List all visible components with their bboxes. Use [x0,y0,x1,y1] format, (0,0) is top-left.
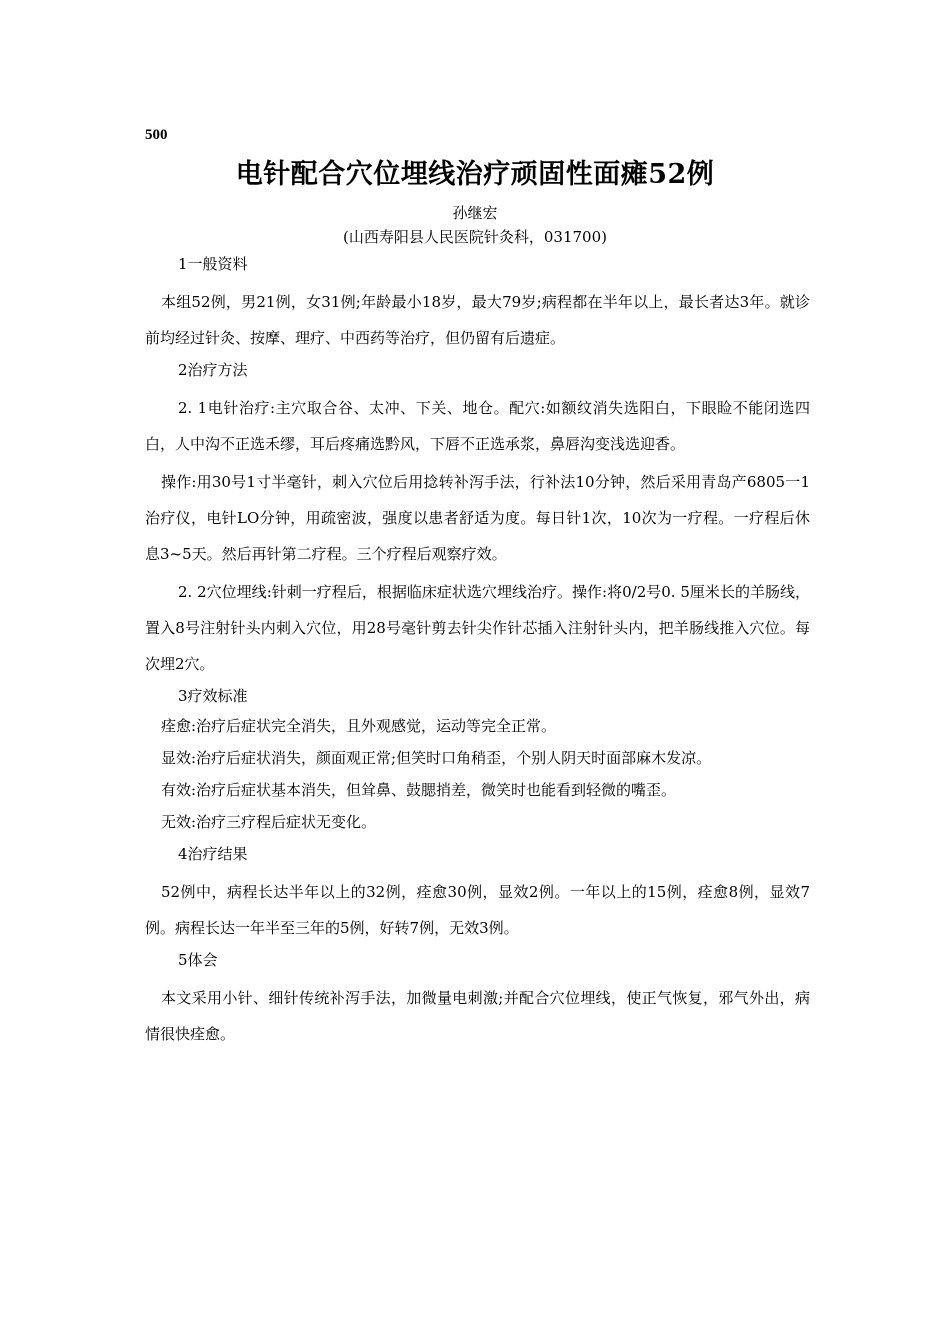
criterion-markedly-effective: 显效:治疗后症状消失，颜面观正常;但笑时口角稍歪，个别人阴天时面部麻木发凉。 [161,749,712,767]
page-number: 500 [145,127,168,143]
paragraph-catgut-embedding: 2. 2穴位埋线:针刺一疗程后，根据临床症状选穴埋线治疗。操作:将0/2号0. 5厘米长的羊肠线，置入8号注射针头内刺入穴位，用28号毫针剪去针尖作针芯插入注射针头内，把羊肠线推入穴位。每次埋2穴。 [145,583,810,673]
paragraph-discussion: 本文采用小针、细针传统补泻手法，加微量电刺激;并配合穴位埋线，使正气恢复，邪气外出，病情很快痊愈。 [145,989,810,1043]
section-heading-results: 4治疗结果 [178,845,248,863]
paragraph-operation: 操作:用30号1寸半毫针，刺入穴位后用捻转补泻手法，行补法10分钟，然后采用青岛产6805一1治疗仪，电针LO分钟，用疏密波，强度以患者舒适为度。每日针1次，10次为一疗程。一疗程后休息3~5天。然后再针第二疗程。三个疗程后观察疗效。 [145,473,810,563]
section-heading-treatment-methods: 2治疗方法 [178,361,248,379]
criterion-cured: 痊愈:治疗后症状完全消失，且外观感觉，运动等完全正常。 [161,717,557,735]
section-heading-general-info: 1一般资料 [178,255,248,273]
section-heading-efficacy-criteria: 3疗效标准 [178,687,248,705]
criterion-effective: 有效:治疗后症状基本消失，但耸鼻、鼓腮捎差，微笑时也能看到轻微的嘴歪。 [161,781,677,799]
article-title: 电针配合穴位埋线治疗顽固性面瘫52例 [235,159,715,190]
author-affiliation: (山西寿阳县人民医院针灸科，031700) [343,228,607,246]
paragraph-electroacupuncture: 2. 1电针治疗:主穴取合谷、太冲、下关、地仓。配穴:如额纹消失选阳白，下眼睑不能闭选四白，人中沟不正选禾缪，耳后疼痛选黔风，下唇不正选承浆，鼻唇沟变浅选迎香。 [145,399,810,453]
section-heading-discussion: 5体会 [178,951,218,969]
author-name: 孙继宏 [452,204,498,222]
article-body [145,250,810,1054]
paragraph-general-info: 本组52例，男21例，女31例;年龄最小18岁，最大79岁;病程都在半年以上，最长者达3年。就诊前均经过针灸、按摩、理疗、中西药等治疗，但仍留有后遗症。 [145,293,810,347]
criterion-ineffective: 无效:治疗三疗程后症状无变化。 [161,813,377,831]
paragraph-results: 52例中，病程长达半年以上的32例，痊愈30例，显效2例。一年以上的15例，痊愈8例，显效7例。病程长达一年半至三年的5例，好转7例，无效3例。 [145,883,810,937]
